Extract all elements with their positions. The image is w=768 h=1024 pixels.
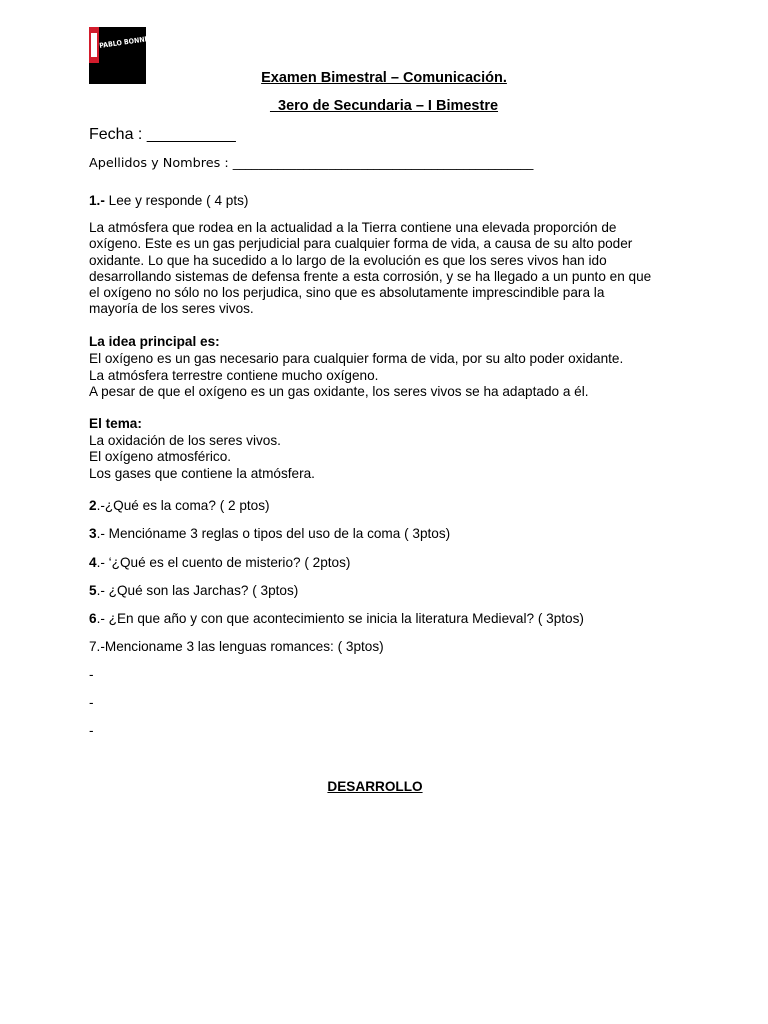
idea-option: La atmósfera terrestre contiene mucho oxígeno. bbox=[89, 368, 379, 383]
apellidos-blank: _______________________________________________ bbox=[232, 156, 534, 171]
desarrollo-heading: DESARROLLO bbox=[327, 779, 423, 794]
exam-subtitle-text: 3ero de Secundaria – I Bimestre bbox=[278, 98, 499, 114]
passage-line: el oxígeno no sólo no los perjudica, sino que es absolutamente imprescindible para la bbox=[89, 285, 605, 301]
question-text: .- Mencióname 3 reglas o tipos del uso de la coma ( 3ptos) bbox=[96, 526, 451, 541]
question-1-number: 1.- bbox=[89, 193, 105, 208]
fecha-blank: __________ bbox=[146, 126, 236, 143]
question-number: 5 bbox=[89, 583, 97, 598]
idea-heading: La idea principal es: bbox=[89, 334, 220, 349]
answer-dash: - bbox=[89, 723, 94, 738]
answer-dash: - bbox=[89, 695, 94, 710]
reading-passage bbox=[89, 220, 679, 318]
question-6 bbox=[89, 611, 584, 628]
question-1-prompt: Lee y responde ( 4 pts) bbox=[108, 193, 249, 208]
apellidos-label: Apellidos y Nombres : bbox=[89, 156, 229, 171]
question-text: .- ¿En que año y con que acontecimiento se inicia la literatura Medieval? ( 3ptos) bbox=[96, 611, 584, 626]
idea-option: El oxígeno es un gas necesario para cualquier forma de vida, por su alto poder oxidante. bbox=[89, 351, 624, 366]
question-2 bbox=[89, 498, 270, 515]
passage-line: La atmósfera que rodea en la actualidad a la Tierra contiene una elevada proporción de bbox=[89, 220, 617, 235]
exam-subtitle bbox=[0, 98, 768, 114]
idea-option: A pesar de que el oxígeno es un gas oxidante, los seres vivos se ha adaptado a él. bbox=[89, 384, 589, 399]
question-text: .-¿Qué es la coma? ( 2 ptos) bbox=[96, 498, 270, 513]
logo-text: PABLO BONNER bbox=[98, 34, 155, 51]
question-number: 6 bbox=[89, 611, 97, 626]
tema-option: Los gases que contiene la atmósfera. bbox=[89, 466, 315, 481]
question-number: 3 bbox=[89, 526, 97, 541]
question-text: .- ¿Qué son las Jarchas? ( 3ptos) bbox=[96, 583, 299, 598]
fecha-label: Fecha : bbox=[89, 126, 143, 143]
tema-option: La oxidación de los seres vivos. bbox=[89, 433, 281, 448]
question-1 bbox=[89, 193, 248, 210]
question-number: 2 bbox=[89, 498, 97, 513]
fecha-field bbox=[89, 126, 236, 144]
passage-line: oxidante. Lo que ha sucedido a lo largo de la evolución es que los seres vivos han ido bbox=[89, 252, 607, 268]
question-number: 4 bbox=[89, 555, 97, 570]
tema-heading: El tema: bbox=[89, 416, 142, 431]
passage-line: desarrollando sistemas de defensa frente a esta corrosión, y se ha llegado a un punto en que bbox=[89, 268, 652, 284]
tema-option: El oxígeno atmosférico. bbox=[89, 449, 232, 464]
question-3 bbox=[89, 526, 450, 543]
passage-line: mayoría de los seres vivos. bbox=[89, 301, 254, 317]
logo-flag-stripe bbox=[91, 33, 97, 57]
question-text: 7.-Mencioname 3 las lenguas romances: ( 3ptos) bbox=[89, 639, 384, 654]
apellidos-field bbox=[89, 156, 533, 171]
answer-dash: - bbox=[89, 667, 94, 682]
question-5 bbox=[89, 583, 298, 600]
question-7 bbox=[89, 639, 384, 656]
question-text: .- ‘¿Qué es el cuento de misterio? ( 2ptos) bbox=[96, 555, 351, 570]
question-4 bbox=[89, 555, 350, 572]
passage-line: oxígeno. Este es un gas perjudicial para cualquier forma de vida, a causa de su alto poder bbox=[89, 236, 633, 252]
exam-title: Examen Bimestral – Comunicación. bbox=[261, 70, 507, 86]
